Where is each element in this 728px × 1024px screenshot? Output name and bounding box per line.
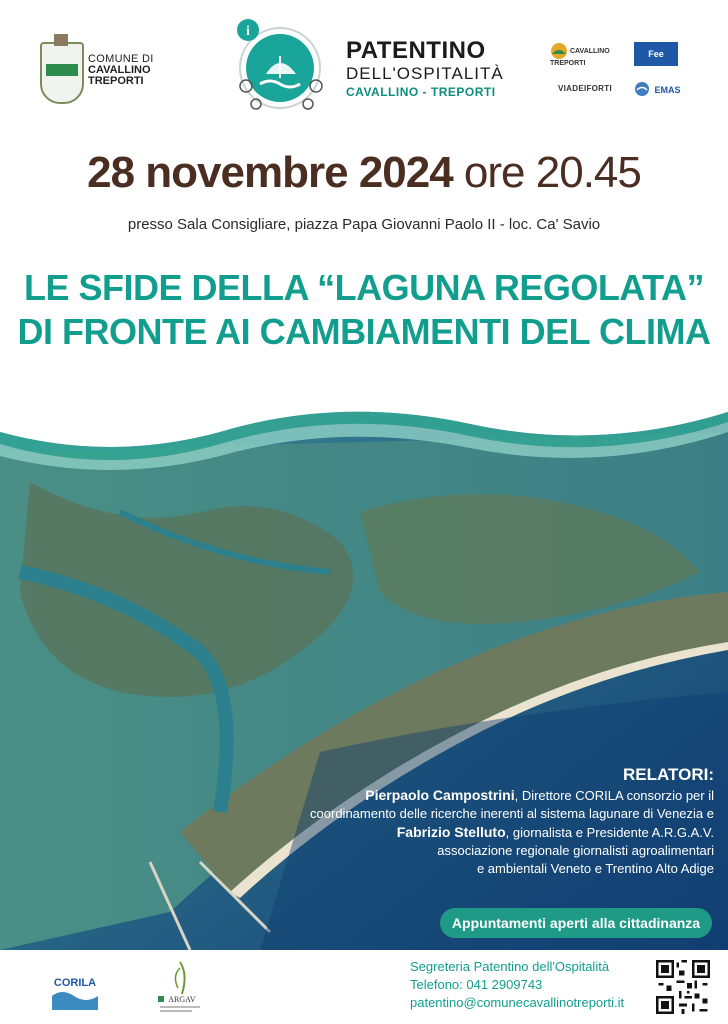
open-to-public-badge: Appuntamenti aperti alla cittadinanza bbox=[440, 908, 712, 938]
speaker2-desc-a: , giornalista e Presidente A.R.G.A.V. bbox=[505, 825, 714, 840]
comune-line1: COMUNE DI bbox=[88, 53, 154, 65]
fee-logo: Fee bbox=[634, 42, 678, 66]
emas-text: EMAS bbox=[654, 85, 681, 95]
svg-text:i: i bbox=[246, 24, 250, 39]
headline-line1: LE SFIDE DELLA “LAGUNA REGOLATA” bbox=[24, 267, 704, 308]
qr-code-icon[interactable] bbox=[656, 960, 710, 1014]
speaker2-line bbox=[294, 823, 714, 842]
patentino-title: PATENTINO bbox=[346, 37, 486, 64]
speaker1-desc-a: , Direttore CORILA consorzio per il bbox=[514, 788, 714, 803]
contact-office: Segreteria Patentino dell'Ospitalità bbox=[410, 959, 610, 974]
speaker1-name: Pierpaolo Campostrini bbox=[365, 787, 515, 803]
headline-line2: DI FRONTE AI CAMBIAMENTI DEL CLIMA bbox=[17, 311, 711, 352]
relatori-title: RELATORI: bbox=[623, 765, 714, 784]
patentino-logo-icon bbox=[226, 12, 330, 116]
argav-logo bbox=[154, 958, 206, 1014]
comune-line3: TREPORTI bbox=[88, 75, 144, 87]
speaker2-desc-b: associazione regionale giornalisti agroalimentari bbox=[437, 843, 714, 858]
contact-email[interactable]: patentino@comunecavallinotreporti.it bbox=[410, 995, 625, 1010]
argav-text: ARGAV bbox=[168, 995, 196, 1004]
patentino-subtitle: DELL'OSPITALITÀ bbox=[346, 64, 504, 83]
comune-name bbox=[88, 54, 154, 87]
comune-line2: CAVALLINO bbox=[88, 64, 151, 76]
event-time: ore 20.45 bbox=[452, 148, 641, 197]
speaker2-desc-c: e ambientali Veneto e Trentino Alto Adige bbox=[476, 861, 714, 876]
cavallino-partner-text: CAVALLINO TREPORTI bbox=[550, 47, 610, 67]
corila-logo bbox=[50, 966, 100, 1010]
event-date bbox=[0, 148, 728, 198]
emas-logo bbox=[634, 80, 686, 102]
headline bbox=[0, 266, 728, 354]
speaker1-line bbox=[294, 786, 714, 805]
cavallino-partner-logo bbox=[550, 42, 622, 66]
patentino-place: CAVALLINO - TREPORTI bbox=[346, 85, 496, 99]
speaker2-name: Fabrizio Stelluto bbox=[396, 824, 506, 840]
comune-crest-icon bbox=[40, 42, 84, 104]
relatori-block bbox=[294, 764, 714, 878]
corila-text: CORILA bbox=[53, 977, 97, 989]
event-date-bold: 28 novembre 2024 bbox=[87, 148, 453, 197]
event-venue: presso Sala Consigliare, piazza Papa Giovanni Paolo II - loc. Ca' Savio bbox=[127, 216, 601, 233]
patentino-title-block bbox=[346, 38, 506, 100]
speaker1-desc-b: coordinamento delle ricerche inerenti al sistema lagunare di Venezia e bbox=[310, 806, 714, 821]
viadeiforti-logo: VIADEIFORTI bbox=[558, 84, 612, 93]
contact-block bbox=[410, 958, 650, 1012]
contact-phone[interactable]: Telefono: 041 2909743 bbox=[410, 977, 543, 992]
